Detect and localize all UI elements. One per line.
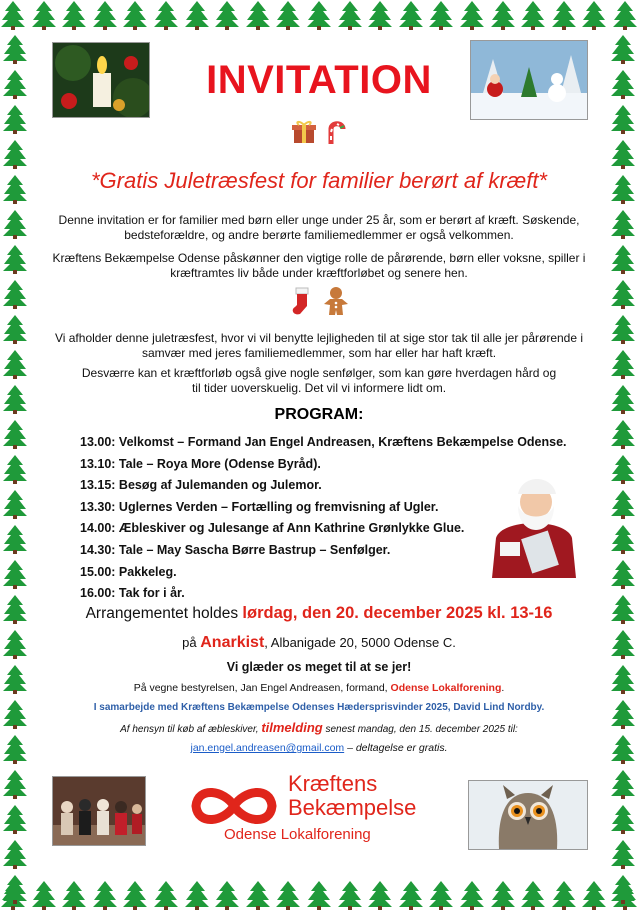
christmas-tree-icon xyxy=(610,524,636,559)
christmas-tree-icon xyxy=(2,139,28,174)
group-photo xyxy=(52,776,146,846)
christmas-tree-icon xyxy=(610,384,636,419)
christmas-tree-icon xyxy=(610,454,636,489)
christmas-tree-icon xyxy=(245,880,271,914)
christmas-tree-icon xyxy=(275,0,301,34)
christmas-tree-icon xyxy=(2,874,28,909)
christmas-tree-icon xyxy=(2,384,28,419)
christmas-tree-icon xyxy=(610,139,636,174)
christmas-tree-icon xyxy=(490,880,516,914)
christmas-tree-icon xyxy=(2,559,28,594)
signup-prefix: Af hensyn til køb af æbleskiver, xyxy=(120,724,262,735)
christmas-tree-icon xyxy=(61,0,87,34)
christmas-tree-icon xyxy=(2,279,28,314)
christmas-tree-icon xyxy=(2,244,28,279)
christmas-tree-icon xyxy=(610,69,636,104)
christmas-tree-icon xyxy=(214,880,240,914)
christmas-tree-icon xyxy=(428,0,454,34)
christmas-tree-icon xyxy=(610,699,636,734)
program-item: 13.00: Velkomst – Formand Jan Engel Andreasen, Kræftens Bekæmpelse Odense. xyxy=(80,435,567,449)
christmas-tree-icon xyxy=(581,0,607,34)
venue-prefix: på xyxy=(182,635,201,650)
christmas-tree-icon xyxy=(610,559,636,594)
christmas-tree-icon xyxy=(61,880,87,914)
welcome-text: Vi glæder os meget til at se jer! xyxy=(226,660,412,674)
board-suffix: . xyxy=(501,682,505,694)
santa-photo xyxy=(482,468,586,578)
christmas-tree-icon xyxy=(2,664,28,699)
christmas-tree-icon xyxy=(551,0,577,34)
intro-paragraph-2: Kræftens Bekæmpelse Odense påskønner den vigtige rolle de pårørende, børn eller voksne, spiller i kræftramtes liv både under kræftforløbet og senere hen. xyxy=(52,251,586,280)
christmas-tree-icon xyxy=(92,0,118,34)
christmas-tree-icon xyxy=(2,349,28,384)
christmas-tree-icon xyxy=(610,734,636,769)
christmas-tree-icon xyxy=(610,594,636,629)
venue-name: Anarkist xyxy=(200,634,265,651)
subtitle: *Gratis Juletræsfest for familier berørt af kræft* xyxy=(91,168,547,193)
christmas-tree-icon xyxy=(610,874,636,909)
intro-paragraph-4: Desværre kan et kræftforløb også give nogle senfølger, som kan gøre hverdagen hård og til tider uoverskuelig. Det vil vi informere lidt om. xyxy=(81,366,557,395)
program-item: 13.15: Besøg af Julemanden og Julemor. xyxy=(80,478,322,493)
christmas-tree-icon xyxy=(610,244,636,279)
christmas-tree-icon xyxy=(184,0,210,34)
program-heading: PROGRAM: xyxy=(274,406,364,423)
christmas-tree-icon xyxy=(245,0,271,34)
gift-icon xyxy=(291,120,317,144)
intro-paragraph-1: Denne invitation er for familier med børn eller unge under 25 år, som er berørt af kræft. Søskende, bedsteforældre, og andre berørte familiemedlemmer er også velkommen. xyxy=(58,213,580,242)
christmas-tree-icon xyxy=(490,0,516,34)
kraeftens-bekaempelse-logo xyxy=(186,771,446,850)
christmas-tree-icon xyxy=(0,0,26,34)
christmas-tree-icon xyxy=(2,489,28,524)
program-item: 14.00: Æbleskiver og Julesange af Ann Kathrine Grønlykke Glue. xyxy=(80,521,465,536)
christmas-tree-icon xyxy=(520,880,546,914)
christmas-tree-icon xyxy=(2,104,28,139)
christmas-tree-icon xyxy=(92,880,118,914)
program-item: 16.00: Tak for i år. xyxy=(80,586,185,601)
tree-border-left xyxy=(0,34,30,880)
christmas-tree-icon xyxy=(2,804,28,839)
logo-line-3: Odense Lokalforening xyxy=(224,826,371,843)
christmas-tree-icon xyxy=(306,0,332,34)
program-item: 13.30: Uglernes Verden – Fortælling og fremvisning af Ugler. xyxy=(80,499,439,514)
christmas-tree-icon xyxy=(2,69,28,104)
christmas-tree-icon xyxy=(610,34,636,69)
program-item: 14.30: Tale – May Sascha Børre Bastrup – Senfølger. xyxy=(80,542,391,557)
signup-suffix: senest mandag, den 15. december 2025 til: xyxy=(322,724,518,735)
program-list xyxy=(80,432,567,605)
christmas-tree-icon xyxy=(610,279,636,314)
christmas-tree-icon xyxy=(610,489,636,524)
logo-line-1: Kræftens xyxy=(288,771,378,796)
intro-paragraph-3: Vi afholder denne juletræsfest, hvor vi vil benytte lejligheden til at sige stor tak til alle jer pårørende i samvær med jeres familiemedlemmer, som har eller har haft kræft. xyxy=(54,331,584,360)
christmas-tree-icon xyxy=(2,209,28,244)
stocking-icon xyxy=(288,286,314,316)
christmas-tree-icon xyxy=(367,0,393,34)
christmas-tree-icon xyxy=(184,880,210,914)
christmas-tree-icon xyxy=(214,0,240,34)
signup-line xyxy=(36,720,602,735)
christmas-tree-icon xyxy=(367,880,393,914)
program-item: 15.00: Pakkeleg. xyxy=(80,564,177,579)
email-link[interactable]: jan.engel.andreasen@gmail.com xyxy=(190,742,345,754)
christmas-tree-icon xyxy=(31,880,57,914)
christmas-tree-icon xyxy=(2,314,28,349)
board-org: Odense Lokalforening xyxy=(390,682,502,694)
christmas-tree-icon xyxy=(2,699,28,734)
gingerbread-icon xyxy=(322,286,350,316)
christmas-tree-icon xyxy=(398,880,424,914)
event-venue-line xyxy=(36,634,602,652)
christmas-tree-icon xyxy=(153,880,179,914)
board-line xyxy=(36,682,602,694)
christmas-tree-icon xyxy=(610,174,636,209)
christmas-tree-icon xyxy=(520,0,546,34)
christmas-tree-icon xyxy=(610,419,636,454)
christmas-tree-icon xyxy=(610,209,636,244)
invitation-title: INVITATION xyxy=(206,58,432,102)
board-prefix: På vegne bestyrelsen, Jan Engel Andreasen, formand, xyxy=(133,682,391,694)
christmas-tree-icon xyxy=(398,0,424,34)
christmas-tree-icon xyxy=(153,0,179,34)
christmas-tree-icon xyxy=(2,454,28,489)
gift-candy-icons xyxy=(36,120,602,146)
christmas-tree-icon xyxy=(2,734,28,769)
christmas-tree-icon xyxy=(610,804,636,839)
christmas-tree-icon xyxy=(31,0,57,34)
christmas-tree-icon xyxy=(610,629,636,664)
christmas-tree-icon xyxy=(610,314,636,349)
christmas-tree-icon xyxy=(610,769,636,804)
email-line xyxy=(36,742,602,754)
christmas-tree-icon xyxy=(306,880,332,914)
christmas-tree-icon xyxy=(612,0,638,34)
email-suffix: – deltagelse er gratis. xyxy=(344,742,448,754)
christmas-tree-icon xyxy=(122,0,148,34)
invitation-page xyxy=(36,36,602,878)
christmas-tree-icon xyxy=(610,664,636,699)
venue-address: , Albanigade 20, 5000 Odense C. xyxy=(264,635,456,650)
event-date-prefix: Arrangementet holdes xyxy=(85,605,243,622)
christmas-tree-icon xyxy=(122,880,148,914)
christmas-tree-icon xyxy=(610,839,636,874)
owl-photo xyxy=(468,780,588,850)
event-date-line xyxy=(36,604,602,623)
christmas-tree-icon xyxy=(2,629,28,664)
christmas-tree-icon xyxy=(581,880,607,914)
tree-border-bottom xyxy=(0,880,638,914)
christmas-tree-icon xyxy=(337,880,363,914)
christmas-tree-icon xyxy=(2,594,28,629)
logo-line-2: Bekæmpelse xyxy=(288,795,417,820)
stocking-gingerbread-icons xyxy=(36,286,602,316)
christmas-tree-icon xyxy=(459,0,485,34)
christmas-tree-icon xyxy=(610,349,636,384)
christmas-tree-icon xyxy=(275,880,301,914)
christmas-tree-icon xyxy=(2,839,28,874)
collab-line: I samarbejde med Kræftens Bekæmpelse Odenses Hædersprisvinder 2025, David Lind Nordby. xyxy=(93,702,545,713)
christmas-tree-icon xyxy=(459,880,485,914)
christmas-tree-icon xyxy=(2,769,28,804)
christmas-tree-icon xyxy=(428,880,454,914)
christmas-tree-icon xyxy=(2,174,28,209)
christmas-tree-icon xyxy=(551,880,577,914)
tree-border-right xyxy=(608,34,638,880)
christmas-tree-icon xyxy=(337,0,363,34)
candy-cane-icon xyxy=(325,120,347,146)
christmas-tree-icon xyxy=(2,524,28,559)
tree-border-top xyxy=(0,0,638,34)
signup-word: tilmelding xyxy=(261,720,323,735)
event-date: lørdag, den 20. december 2025 kl. 13-16 xyxy=(242,604,553,622)
christmas-tree-icon xyxy=(2,34,28,69)
christmas-tree-icon xyxy=(610,104,636,139)
christmas-tree-icon xyxy=(2,419,28,454)
program-item: 13.10: Tale – Roya More (Odense Byråd). xyxy=(80,456,321,471)
